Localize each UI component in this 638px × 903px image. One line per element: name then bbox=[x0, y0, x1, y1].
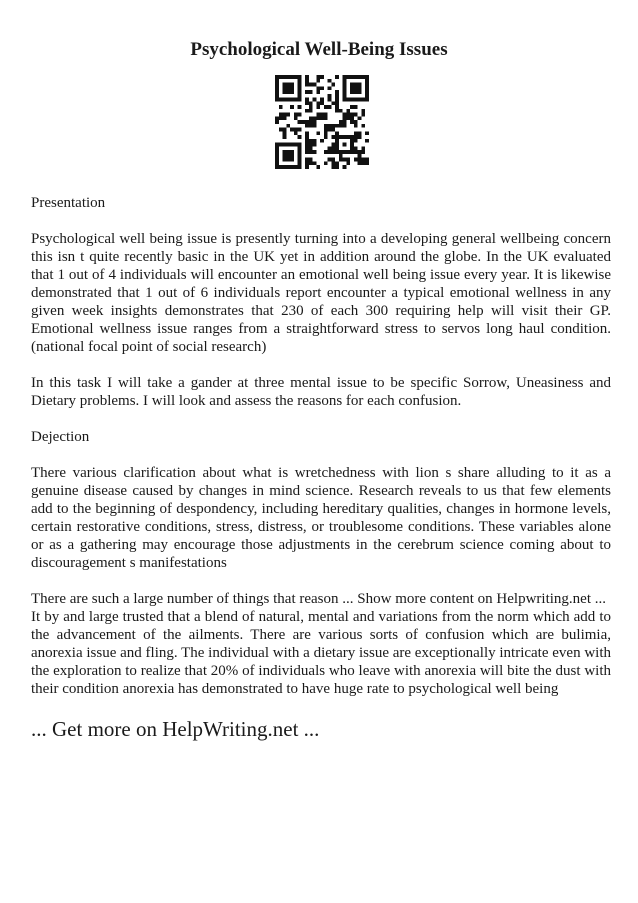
paragraph-show-more: There are such a large number of things that reason ... Show more content on Helpwriting.net ... bbox=[31, 591, 606, 607]
qr-code-icon[interactable] bbox=[275, 75, 369, 169]
document-title: Psychological Well-Being Issues bbox=[190, 39, 448, 60]
section-heading-presentation: Presentation bbox=[31, 195, 106, 211]
paragraph-task: In this task I will take a gander at three mental issue to be specific Sorrow, Uneasiness and Dietary problems. I will look and assess the reasons for each confusion. bbox=[31, 375, 611, 409]
section-heading-dejection: Dejection bbox=[31, 429, 90, 445]
qr-code-graphic bbox=[275, 75, 369, 169]
paragraph-intro: Psychological well being issue is presently turning into a developing general wellbeing concern this isn t quite recently basic in the UK yet in addition around the globe. In the UK evaluated that 1 out of 4 individuals will encounter an emotional well being issue every year. It is likewise demonstrated that 1 out of 6 individuals report encounter a typical emotional wellness in any given week insights demonstrates that 230 of each 300 requiring help will visit their GP. Emotional wellness issue ranges from a straightforward stress to servos long haul condition. (national focal point of social research) bbox=[31, 231, 611, 355]
paragraph-dietary: It by and large trusted that a blend of natural, mental and variations from the norm which add to the advancement of the ailments. There are various sorts of confusion which are bulimia, anorexia issue and fling. The individual with a dietary issue are exceptionally intricate even with the exploration to realize that 20% of individuals who leave with anorexia will bite the dust with their condition anorexia has demonstrated to have huge rate to psychological well being bbox=[31, 609, 611, 697]
document-body bbox=[31, 194, 611, 760]
get-more-link[interactable]: ... Get more on HelpWriting.net ... bbox=[31, 717, 320, 741]
paragraph-dejection: There various clarification about what is wretchedness with lion s share alluding to it as a genuine disease caused by changes in mind science. Research reveals to us that few elements add to the beginning of despondency, including hereditary qualities, changes in hormone levels, certain restorative conditions, stress, distress, or troublesome conditions. These variables alone or as a gathering may encourage those adjustments in the cerebrum science coming about to discouragement s manifestations bbox=[31, 465, 611, 571]
